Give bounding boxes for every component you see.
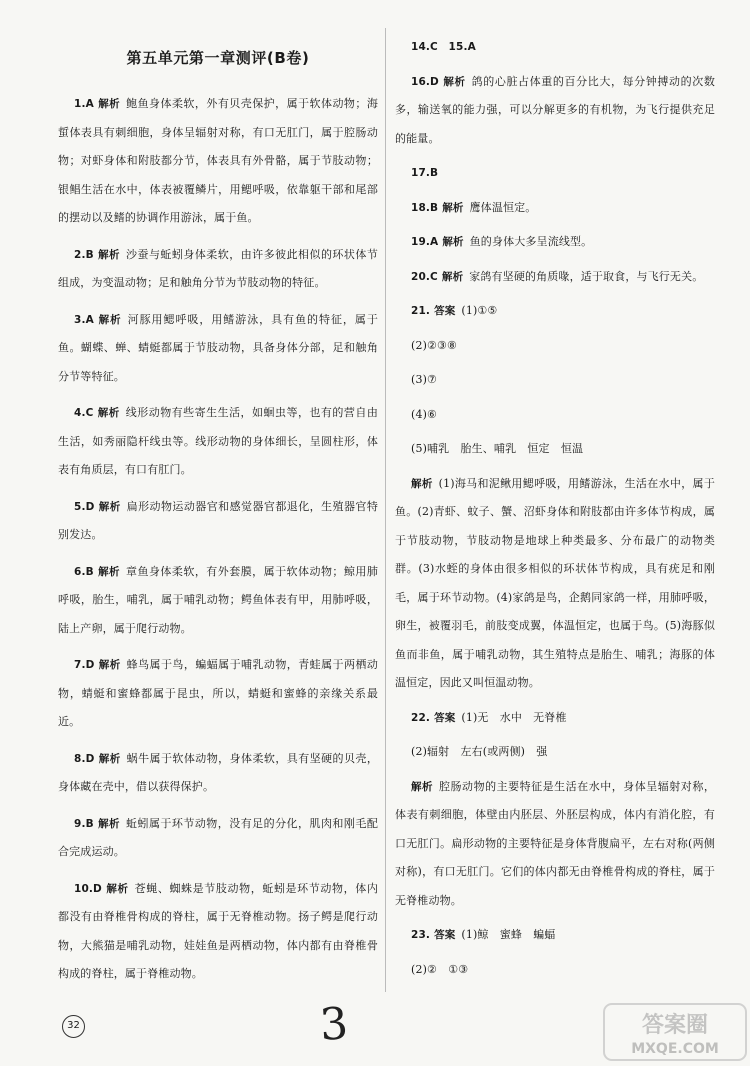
- analysis-text: 鲍鱼身体柔软，外有贝壳保护，属于软体动物；海蜇体表具有刺细胞，身体呈辐射对称，有口无肛门，属于腔肠动物；对虾身体和附肢都分节，体表具有外骨骼，属于节肢动物；银鲳生活在水中，体表被覆鳞片，用鳃呼吸，依靠躯干部和尾部的摆动以及鳍的协调作用游泳，属于鱼。: [58, 97, 378, 224]
- analysis-text: 沙蚕与蚯蚓身体柔软，由许多彼此相似的环状体节组成，为变温动物；足和触角分节为节肢动物的特征。: [58, 247, 378, 289]
- answer-number: 6.B: [74, 565, 94, 578]
- analysis-text: 蜗牛属于软体动物，身体柔软，具有坚硬的贝壳，身体藏在壳中，借以获得保护。: [58, 751, 378, 793]
- analysis-text: 蚯蚓属于环节动物，没有足的分化，肌肉和刚毛配合完成运动。: [58, 816, 378, 858]
- analysis-tag: 解析: [442, 201, 464, 214]
- analysis-text: 鱼的身体大多呈流线型。: [469, 235, 593, 248]
- answer-number: 9.B: [74, 817, 94, 830]
- analysis-tag: 解析: [97, 565, 121, 578]
- left-column: [58, 34, 378, 986]
- question-21-line-1: (1)①⑤: [461, 304, 498, 317]
- right-answer-list: [395, 33, 715, 291]
- question-21-number: 21.: [411, 305, 431, 317]
- answer-number: 17.B: [411, 167, 439, 179]
- analysis-tag: 解析: [98, 500, 121, 513]
- question-23-answer-tag: 答案: [434, 929, 456, 941]
- analysis-text: 鹰体温恒定。: [469, 200, 537, 214]
- analysis-text: 苍蝇、蜘蛛是节肢动物，蚯蚓是环节动物，体内都没有由脊椎骨构成的脊柱，属于无脊椎动物。扬子鳄是爬行动物，大熊猫是哺乳动物，娃娃鱼是两栖动物，体内都有由脊椎骨构成的脊柱，属于脊椎动物。: [58, 881, 378, 980]
- watermark-logo-icon: [602, 1000, 748, 1062]
- answer-number: 2.B: [74, 248, 94, 261]
- question-21-analysis-tag: 解析: [411, 477, 433, 490]
- analysis-tag: 解析: [441, 270, 464, 283]
- question-23-number: 23.: [411, 929, 431, 941]
- analysis-text: 鸽的心脏占体重的百分比大，每分钟搏动的次数多，输送氧的能力强，可以分解更多的有机物，为飞行提供充足的能量。: [395, 74, 715, 145]
- analysis-tag: 解析: [105, 882, 129, 895]
- answer-item: [58, 241, 378, 298]
- answer-item: [58, 493, 378, 550]
- handwritten-mark: 3: [318, 998, 350, 1051]
- answer-item: [58, 651, 378, 737]
- answer-item: [395, 228, 715, 257]
- answer-number: 18.B: [411, 201, 439, 214]
- question-21-line-4: (4)⑥: [411, 407, 438, 421]
- analysis-text: 家鸽有坚硬的角质喙，适于取食，与飞行无关。: [469, 269, 704, 283]
- question-21-line-2: (2)②③⑧: [411, 338, 458, 352]
- answer-item: [58, 399, 378, 485]
- watermark-line-1: 答案圈: [641, 1013, 709, 1038]
- answer-number: 7.D: [74, 659, 95, 671]
- answer-number: 10.D: [74, 882, 102, 895]
- answer-number: 4.C: [74, 407, 94, 419]
- question-23: [395, 921, 715, 950]
- question-23-line-1: (1)鲸 蜜蜂 蝙蝠: [461, 928, 556, 941]
- question-22-number: 22.: [411, 711, 431, 724]
- watermark-logo: [602, 1000, 748, 1062]
- answer-item: [395, 263, 715, 292]
- page-title: 第五单元第一章测评(B卷): [126, 49, 310, 67]
- answer-number: 20.C: [411, 270, 438, 283]
- answer-item: [395, 194, 715, 223]
- answer-item: [58, 745, 378, 802]
- answer-number: 8.D: [74, 752, 95, 765]
- answer-number: 16.D: [411, 75, 439, 88]
- answer-item: [395, 33, 715, 62]
- analysis-tag: 解析: [97, 313, 122, 326]
- page-number-badge: 32: [62, 1015, 85, 1038]
- analysis-tag: 解析: [97, 248, 121, 261]
- analysis-text: 河豚用鳃呼吸，用鳍游泳，具有鱼的特征，属于鱼。蝴蝶、蝉、蜻蜓都属于节肢动物，具备身体分部，足和触角分节等特征。: [58, 312, 378, 383]
- question-21-line-5: (5)哺乳 胎生、哺乳 恒定 恒温: [411, 442, 584, 455]
- analysis-tag: 解析: [98, 752, 121, 765]
- answer-item: [58, 810, 378, 867]
- left-answer-list: [58, 90, 378, 986]
- answer-number: 19.A: [411, 236, 439, 248]
- watermark-line-2: MXQE.COM: [631, 1041, 719, 1057]
- analysis-text: 蜂鸟属于鸟，蝙蝠属于哺乳动物，青蛙属于两栖动物，蜻蜓和蜜蜂都属于昆虫，所以，蜻蜓和蜜蜂的亲缘关系最近。: [58, 658, 378, 728]
- question-22-analysis-tag: 解析: [411, 780, 434, 793]
- answer-item: [58, 306, 378, 392]
- question-22-analysis: [395, 773, 715, 916]
- answer-number: 1.A: [74, 98, 94, 110]
- analysis-tag: 解析: [97, 98, 121, 110]
- answer-item: [395, 159, 715, 188]
- analysis-text: 章鱼身体柔软，有外套膜，属于软体动物；鲸用肺呼吸，胎生，哺乳，属于哺乳动物；鳄鱼体表有甲，用肺呼吸，陆上产卵，属于爬行动物。: [58, 564, 378, 635]
- analysis-tag: 解析: [97, 407, 120, 419]
- question-22-answer-tag: 答案: [434, 711, 456, 724]
- answer-item: [58, 875, 378, 987]
- analysis-tag: 解析: [98, 659, 121, 671]
- answer-item: [58, 90, 378, 233]
- question-21-analysis: [395, 470, 715, 698]
- answer-number: 5.D: [74, 500, 95, 513]
- question-21-answer-tag: 答案: [434, 305, 456, 317]
- analysis-tag: 解析: [97, 817, 121, 830]
- analysis-text: 扁形动物运动器官和感觉器官都退化，生殖器官特别发达。: [58, 499, 378, 541]
- analysis-tag: 解析: [442, 236, 464, 248]
- column-divider: [385, 28, 386, 992]
- analysis-text: 线形动物有些寄生生活，如蛔虫等，也有的营自由生活，如秀丽隐杆线虫等。线形动物的身体细长，呈圆柱形，体表有角质层，有口有肛门。: [58, 406, 378, 476]
- answer-item: [58, 558, 378, 644]
- question-22-line-1: (1)无 水中 无脊椎: [461, 710, 567, 724]
- question-22-line-2: (2)辐射 左右(或两侧) 强: [411, 745, 548, 758]
- answer-item: [395, 68, 715, 154]
- right-column: [395, 33, 715, 986]
- question-21-analysis-text: (1)海马和泥鳅用鳃呼吸，用鳍游泳，生活在水中，属于鱼。(2)青虾、蚊子、蟹、沼虾身体和附肢都由许多体节构成，属于节肢动物，节肢动物是地球上种类最多、分布最广的动物类群。(3)水蛭的身体由很多相似的环状体节构成，具有疣足和刚毛，属于环节动物。(4)家鸽是鸟，企鹅同家鸽一样，用肺呼吸，卵生，被覆羽毛，前肢变成翼，体温恒定，也属于鸟。(5)海豚似鱼而非鱼，属于哺乳动物，其生殖特点是胎生、哺乳；海豚的体温恒定，因此又叫恒温动物。: [395, 476, 715, 689]
- analysis-tag: 解析: [442, 75, 466, 88]
- question-23-line-2: (2)② ①③: [411, 962, 469, 976]
- question-21-line-3: (3)⑦: [411, 373, 438, 386]
- question-21: [395, 297, 715, 326]
- answer-number: 14.C 15.A: [411, 41, 476, 53]
- answer-number: 3.A: [74, 313, 94, 326]
- question-22: [395, 704, 715, 733]
- question-22-analysis-text: 腔肠动物的主要特征是生活在水中，身体呈辐射对称，体表有刺细胞，体壁由内胚层、外胚层构成，体内有消化腔，有口无肛门。扁形动物的主要特征是身体背腹扁平，左右对称(两侧对称)，有口无肛门。它们的体内都无由脊椎骨构成的脊柱，属于无脊椎动物。: [395, 779, 715, 907]
